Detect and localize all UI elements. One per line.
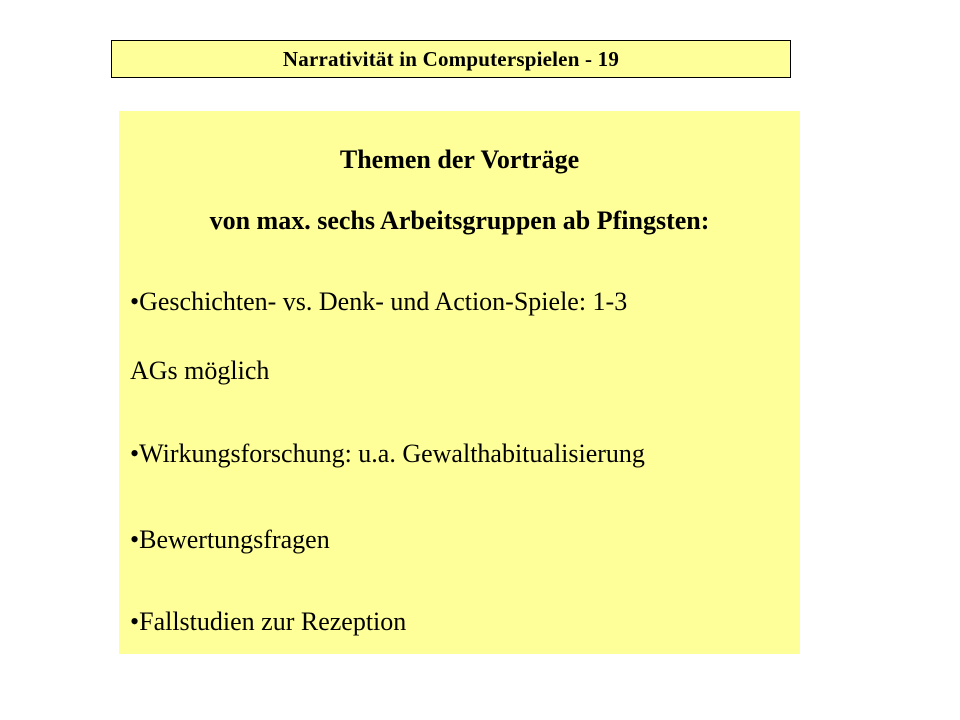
- slide-title-box: [111, 40, 791, 78]
- bullet-item-1-line-1: •Geschichten- vs. Denk- und Action-Spiele: 1-3: [130, 287, 628, 316]
- content-heading-line-1: Themen der Vorträge: [339, 145, 580, 174]
- bullet-item-1-line-2: AGs möglich: [130, 356, 270, 385]
- slide-content-box: [119, 111, 800, 654]
- slide-title: Narrativität in Computerspielen - 19: [282, 46, 620, 71]
- content-heading-line-2: von max. sechs Arbeitsgruppen ab Pfingsten:: [209, 206, 710, 235]
- bullet-item-2: •Wirkungsforschung: u.a. Gewalthabitualisierung: [130, 439, 645, 468]
- bullet-item-4: •Fallstudien zur Rezeption: [130, 607, 407, 636]
- bullet-item-3: •Bewertungsfragen: [130, 525, 330, 554]
